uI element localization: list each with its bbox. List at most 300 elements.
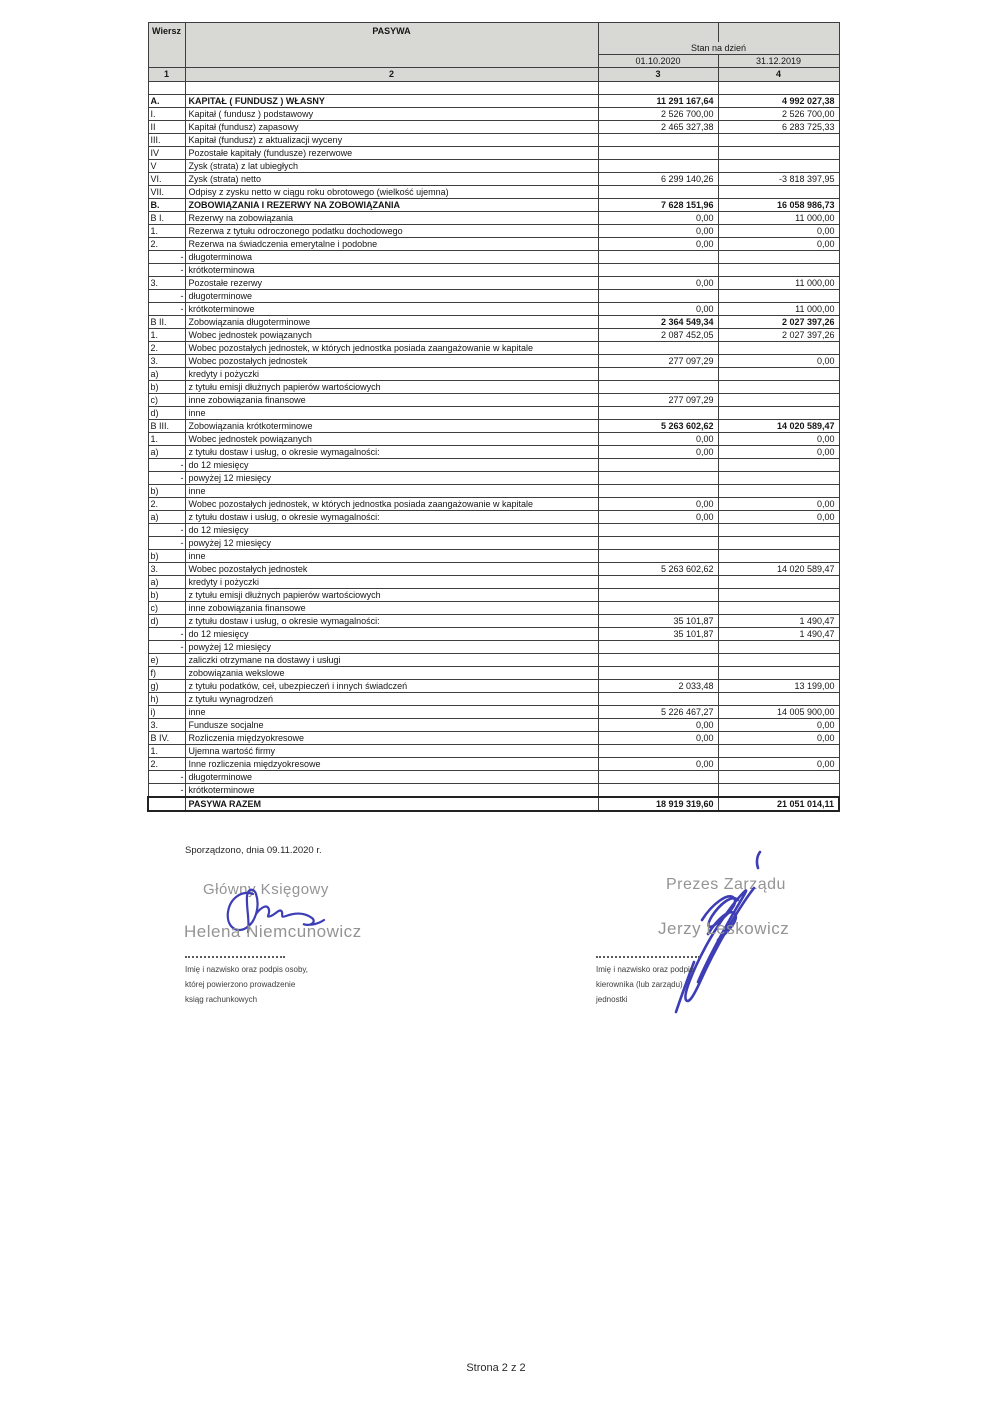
row-label: powyżej 12 miesięcy: [185, 640, 598, 653]
row-value-2020: 0,00: [598, 224, 718, 237]
table-row: [148, 562, 839, 575]
row-number: 3.: [148, 562, 185, 575]
row-value-2020: 5 263 602,62: [598, 562, 718, 575]
row-number: -: [148, 302, 185, 315]
table-row: [148, 341, 839, 354]
row-value-2020: [598, 549, 718, 562]
row-label: kredyty i pożyczki: [185, 367, 598, 380]
table-row: [148, 172, 839, 185]
row-number: 3.: [148, 276, 185, 289]
row-value-2020: [598, 692, 718, 705]
row-number: -: [148, 471, 185, 484]
table-row: [148, 94, 839, 107]
row-value-2019: [718, 146, 839, 159]
row-label: Wobec pozostałych jednostek, w których jednostka posiada zaangażowanie w kapitale: [185, 497, 598, 510]
row-value-2019: [718, 549, 839, 562]
table-row: [148, 640, 839, 653]
row-number: 2.: [148, 341, 185, 354]
stamp-name-left: Helena Niemcunowicz: [184, 922, 362, 941]
header-spacer-cell: [598, 23, 718, 42]
row-value-2020: [598, 133, 718, 146]
row-number: IV: [148, 146, 185, 159]
row-value-2020: [598, 653, 718, 666]
row-number: a): [148, 367, 185, 380]
table-row: [148, 471, 839, 484]
row-value-2019: 14 020 589,47: [718, 562, 839, 575]
row-value-2019: [718, 536, 839, 549]
row-value-2019: 16 058 986,73: [718, 198, 839, 211]
table-row: [148, 445, 839, 458]
prepared-date-note: Sporządzono, dnia 09.11.2020 r.: [185, 845, 322, 856]
row-value-2020: 18 919 319,60: [598, 797, 718, 811]
row-value-2020: 2 364 549,34: [598, 315, 718, 328]
row-value-2020: 0,00: [598, 302, 718, 315]
row-value-2019: 11 000,00: [718, 302, 839, 315]
row-label: Fundusze socjalne: [185, 718, 598, 731]
table-row: [148, 797, 839, 811]
col-number-4: 4: [718, 67, 839, 81]
row-value-2019: [718, 185, 839, 198]
row-number: -: [148, 289, 185, 302]
signature-caption-right: [596, 962, 694, 1007]
row-label: Kapitał (fundusz) zapasowy: [185, 120, 598, 133]
row-value-2019: [718, 250, 839, 263]
row-value-2019: 2 526 700,00: [718, 107, 839, 120]
row-number: B.: [148, 198, 185, 211]
row-value-2020: 0,00: [598, 718, 718, 731]
row-value-2020: 2 087 452,05: [598, 328, 718, 341]
table-row: [148, 770, 839, 783]
row-value-2019: 14 020 589,47: [718, 419, 839, 432]
row-number: II: [148, 120, 185, 133]
row-value-2019: [718, 601, 839, 614]
row-number: 3.: [148, 354, 185, 367]
row-value-2020: 0,00: [598, 211, 718, 224]
table-row: [148, 653, 839, 666]
table-row: [148, 302, 839, 315]
row-label: Rezerwa z tytułu odroczonego podatku dochodowego: [185, 224, 598, 237]
row-value-2019: [718, 666, 839, 679]
row-label: Wobec jednostek powiązanych: [185, 328, 598, 341]
row-label: z tytułu dostaw i usług, o okresie wymagalności:: [185, 614, 598, 627]
table-row: [148, 107, 839, 120]
stamp-role-president: Prezes Zarządu: [666, 876, 786, 893]
page-number: Strona 2 z 2: [466, 1362, 526, 1374]
row-label: inne: [185, 705, 598, 718]
row-value-2020: 2 465 327,38: [598, 120, 718, 133]
table-row: [148, 146, 839, 159]
row-value-2019: [718, 393, 839, 406]
table-row: [148, 783, 839, 797]
row-value-2020: [598, 523, 718, 536]
table-row: [148, 354, 839, 367]
table-row: [148, 185, 839, 198]
row-number: B III.: [148, 419, 185, 432]
row-value-2020: 0,00: [598, 276, 718, 289]
row-number: [148, 797, 185, 811]
row-value-2020: [598, 783, 718, 797]
caption-line: Imię i nazwisko oraz podpis osoby,: [185, 965, 309, 974]
row-label: inne zobowiązania finansowe: [185, 393, 598, 406]
table-header-row-1: [148, 23, 839, 42]
row-number: 2.: [148, 237, 185, 250]
row-value-2020: [598, 367, 718, 380]
row-value-2019: [718, 523, 839, 536]
row-number: a): [148, 510, 185, 523]
table-row: [148, 549, 839, 562]
row-label: powyżej 12 miesięcy: [185, 536, 598, 549]
row-number: c): [148, 393, 185, 406]
row-number: c): [148, 601, 185, 614]
row-label: inne: [185, 484, 598, 497]
row-value-2020: [598, 406, 718, 419]
table-row: [148, 718, 839, 731]
row-value-2020: [598, 159, 718, 172]
row-number: V: [148, 159, 185, 172]
row-value-2020: 2 526 700,00: [598, 107, 718, 120]
stamp-name-right: Jerzy Leskowicz: [658, 919, 790, 938]
row-label: do 12 miesięcy: [185, 458, 598, 471]
row-label: z tytułu emisji dłużnych papierów wartościowych: [185, 588, 598, 601]
spacer-cell: [148, 81, 185, 94]
table-row: [148, 692, 839, 705]
col-header-wiersz: Wiersz: [148, 23, 185, 68]
table-row: [148, 159, 839, 172]
row-label: inne: [185, 549, 598, 562]
row-value-2020: [598, 484, 718, 497]
table-row: [148, 276, 839, 289]
row-number: d): [148, 614, 185, 627]
table-row: [148, 328, 839, 341]
row-number: -: [148, 783, 185, 797]
row-value-2019: 1 490,47: [718, 614, 839, 627]
row-value-2019: 0,00: [718, 432, 839, 445]
row-value-2019: 0,00: [718, 497, 839, 510]
row-number: III.: [148, 133, 185, 146]
row-number: A.: [148, 94, 185, 107]
row-value-2019: [718, 263, 839, 276]
row-number: a): [148, 445, 185, 458]
row-value-2020: 0,00: [598, 445, 718, 458]
row-label: Wobec pozostałych jednostek: [185, 354, 598, 367]
row-label: inne: [185, 406, 598, 419]
row-value-2020: [598, 770, 718, 783]
row-label: krótkoterminowe: [185, 302, 598, 315]
row-label: Wobec pozostałych jednostek: [185, 562, 598, 575]
table-row: [148, 250, 839, 263]
row-number: B IV.: [148, 731, 185, 744]
row-number: b): [148, 549, 185, 562]
row-number: 2.: [148, 757, 185, 770]
row-label: Wobec pozostałych jednostek, w których jednostka posiada zaangażowanie w kapitale: [185, 341, 598, 354]
row-value-2019: [718, 159, 839, 172]
col-header-date-2020: 01.10.2020: [598, 54, 718, 67]
row-value-2019: 13 199,00: [718, 679, 839, 692]
row-number: b): [148, 380, 185, 393]
table-row: [148, 601, 839, 614]
row-value-2019: [718, 770, 839, 783]
row-label: z tytułu emisji dłużnych papierów wartościowych: [185, 380, 598, 393]
signature-dotted-line-left: [185, 956, 285, 958]
table-row: [148, 627, 839, 640]
table-row: [148, 393, 839, 406]
row-label: Kapitał ( fundusz ) podstawowy: [185, 107, 598, 120]
row-value-2020: 0,00: [598, 510, 718, 523]
row-number: i): [148, 705, 185, 718]
row-value-2020: 5 263 602,62: [598, 419, 718, 432]
row-value-2020: 5 226 467,27: [598, 705, 718, 718]
spacer-cell: [185, 81, 598, 94]
row-number: 2.: [148, 497, 185, 510]
caption-line: kierownika (lub zarządu): [596, 980, 683, 989]
table-row: [148, 575, 839, 588]
caption-line: ksiąg rachunkowych: [185, 995, 258, 1004]
row-label: Zysk (strata) z lat ubiegłych: [185, 159, 598, 172]
row-label: z tytułu podatków, ceł, ubezpieczeń i innych świadczeń: [185, 679, 598, 692]
row-value-2019: 21 051 014,11: [718, 797, 839, 811]
row-value-2019: 0,00: [718, 757, 839, 770]
row-value-2020: 35 101,87: [598, 627, 718, 640]
row-number: -: [148, 458, 185, 471]
table-row: [148, 120, 839, 133]
row-label: krótkoterminowe: [185, 783, 598, 797]
row-value-2020: 35 101,87: [598, 614, 718, 627]
row-value-2020: 2 033,48: [598, 679, 718, 692]
row-label: długoterminowa: [185, 250, 598, 263]
row-label: Rozliczenia międzyokresowe: [185, 731, 598, 744]
row-value-2020: [598, 588, 718, 601]
row-value-2020: 277 097,29: [598, 393, 718, 406]
row-label: Rezerwy na zobowiązania: [185, 211, 598, 224]
row-value-2019: 2 027 397,26: [718, 315, 839, 328]
row-number: -: [148, 536, 185, 549]
table-row: [148, 380, 839, 393]
row-label: ZOBOWIĄZANIA I REZERWY NA ZOBOWIĄZANIA: [185, 198, 598, 211]
table-row: [148, 263, 839, 276]
row-value-2019: [718, 783, 839, 797]
row-value-2019: [718, 744, 839, 757]
row-label: Pozostałe rezerwy: [185, 276, 598, 289]
row-label: kredyty i pożyczki: [185, 575, 598, 588]
row-number: -: [148, 523, 185, 536]
row-value-2020: 0,00: [598, 237, 718, 250]
col-header-date-2019: 31.12.2019: [718, 54, 839, 67]
row-value-2020: 7 628 151,96: [598, 198, 718, 211]
row-number: VII.: [148, 185, 185, 198]
table-row: [148, 224, 839, 237]
row-label: długoterminowe: [185, 770, 598, 783]
table-row: [148, 536, 839, 549]
row-value-2020: [598, 341, 718, 354]
row-value-2019: [718, 653, 839, 666]
table-row: [148, 289, 839, 302]
row-number: b): [148, 588, 185, 601]
row-value-2019: 0,00: [718, 354, 839, 367]
row-value-2020: 0,00: [598, 497, 718, 510]
table-row: [148, 757, 839, 770]
row-value-2020: [598, 289, 718, 302]
row-value-2019: 14 005 900,00: [718, 705, 839, 718]
row-number: f): [148, 666, 185, 679]
spacer-cell: [598, 81, 718, 94]
row-value-2019: -3 818 397,95: [718, 172, 839, 185]
table-row: [148, 211, 839, 224]
table-row: [148, 523, 839, 536]
row-value-2020: [598, 666, 718, 679]
row-label: Zobowiązania krótkoterminowe: [185, 419, 598, 432]
spacer-row: [148, 81, 839, 94]
row-value-2020: 0,00: [598, 731, 718, 744]
row-value-2019: [718, 692, 839, 705]
pasywa-table: [147, 22, 838, 812]
caption-line: której powierzono prowadzenie: [185, 980, 296, 989]
row-number: B I.: [148, 211, 185, 224]
table-row: [148, 458, 839, 471]
row-value-2020: [598, 536, 718, 549]
row-number: g): [148, 679, 185, 692]
table-row: [148, 679, 839, 692]
row-label: długoterminowe: [185, 289, 598, 302]
row-value-2020: [598, 458, 718, 471]
row-value-2020: [598, 380, 718, 393]
row-label: z tytułu dostaw i usług, o okresie wymagalności:: [185, 510, 598, 523]
row-value-2020: [598, 185, 718, 198]
row-label: krótkoterminowa: [185, 263, 598, 276]
row-number: -: [148, 250, 185, 263]
row-value-2020: 277 097,29: [598, 354, 718, 367]
row-value-2019: 2 027 397,26: [718, 328, 839, 341]
row-label: Odpisy z zysku netto w ciągu roku obrotowego (wielkość ujemna): [185, 185, 598, 198]
row-value-2019: 11 000,00: [718, 211, 839, 224]
row-value-2019: [718, 133, 839, 146]
table-row: [148, 705, 839, 718]
row-value-2019: 0,00: [718, 445, 839, 458]
row-number: h): [148, 692, 185, 705]
row-number: -: [148, 770, 185, 783]
col-number-1: 1: [148, 67, 185, 81]
row-label: Zobowiązania długoterminowe: [185, 315, 598, 328]
table-row: [148, 666, 839, 679]
col-header-stan-na-dzien: Stan na dzień: [598, 42, 839, 55]
stamp-role-chief-accountant: Główny Księgowy: [203, 881, 329, 898]
row-label: zobowiązania wekslowe: [185, 666, 598, 679]
col-number-3: 3: [598, 67, 718, 81]
row-value-2019: [718, 471, 839, 484]
row-number: 1.: [148, 432, 185, 445]
table-row: [148, 744, 839, 757]
row-label: zaliczki otrzymane na dostawy i usługi: [185, 653, 598, 666]
row-value-2019: [718, 575, 839, 588]
caption-line: jednostki: [596, 995, 628, 1004]
signature-dotted-line-right: [596, 956, 700, 958]
row-number: -: [148, 627, 185, 640]
row-label: powyżej 12 miesięcy: [185, 471, 598, 484]
row-value-2019: 0,00: [718, 718, 839, 731]
col-header-pasywa: PASYWA: [185, 23, 598, 68]
table-row: [148, 510, 839, 523]
row-number: 1.: [148, 744, 185, 757]
row-value-2020: [598, 250, 718, 263]
row-label: Rezerwa na świadczenia emerytalne i podobne: [185, 237, 598, 250]
caption-line: Imię i nazwisko oraz podpis: [596, 965, 694, 974]
row-value-2019: [718, 341, 839, 354]
table-row: [148, 614, 839, 627]
row-value-2020: [598, 640, 718, 653]
row-label: inne zobowiązania finansowe: [185, 601, 598, 614]
row-value-2020: 0,00: [598, 757, 718, 770]
row-value-2020: [598, 744, 718, 757]
row-number: a): [148, 575, 185, 588]
table-row: [148, 237, 839, 250]
row-value-2019: 4 992 027,38: [718, 94, 839, 107]
table-row: [148, 133, 839, 146]
row-label: Ujemna wartość firmy: [185, 744, 598, 757]
row-value-2019: 1 490,47: [718, 627, 839, 640]
table-row: [148, 419, 839, 432]
table-row: [148, 367, 839, 380]
table-row: [148, 432, 839, 445]
table-row: [148, 315, 839, 328]
row-value-2020: 11 291 167,64: [598, 94, 718, 107]
row-label: do 12 miesięcy: [185, 627, 598, 640]
row-number: B II.: [148, 315, 185, 328]
row-label: z tytułu wynagrodzeń: [185, 692, 598, 705]
row-value-2020: 6 299 140,26: [598, 172, 718, 185]
row-value-2019: [718, 458, 839, 471]
row-value-2020: [598, 263, 718, 276]
row-number: b): [148, 484, 185, 497]
table-row: [148, 198, 839, 211]
row-value-2019: 6 283 725,33: [718, 120, 839, 133]
row-value-2020: [598, 471, 718, 484]
row-label: Pozostałe kapitały (fundusze) rezerwowe: [185, 146, 598, 159]
table-row: [148, 484, 839, 497]
row-value-2019: [718, 640, 839, 653]
row-value-2019: [718, 367, 839, 380]
row-number: e): [148, 653, 185, 666]
row-value-2020: [598, 575, 718, 588]
row-value-2019: 0,00: [718, 731, 839, 744]
table-row: [148, 497, 839, 510]
row-label: do 12 miesięcy: [185, 523, 598, 536]
table-row: [148, 406, 839, 419]
row-label: KAPITAŁ ( FUNDUSZ ) WŁASNY: [185, 94, 598, 107]
row-label: PASYWA RAZEM: [185, 797, 598, 811]
row-value-2020: 0,00: [598, 432, 718, 445]
row-value-2020: [598, 146, 718, 159]
table-row: [148, 731, 839, 744]
row-label: Zysk (strata) netto: [185, 172, 598, 185]
row-value-2019: 0,00: [718, 224, 839, 237]
spacer-cell: [718, 81, 839, 94]
row-label: Wobec jednostek powiązanych: [185, 432, 598, 445]
col-number-2: 2: [185, 67, 598, 81]
row-value-2019: 0,00: [718, 237, 839, 250]
row-value-2020: [598, 601, 718, 614]
row-value-2019: [718, 406, 839, 419]
row-number: I.: [148, 107, 185, 120]
balance-sheet-table: [147, 22, 840, 812]
row-value-2019: [718, 484, 839, 497]
row-number: -: [148, 263, 185, 276]
row-value-2019: [718, 289, 839, 302]
row-value-2019: [718, 588, 839, 601]
signature-caption-left: [185, 962, 308, 1007]
row-number: VI.: [148, 172, 185, 185]
row-number: -: [148, 640, 185, 653]
row-number: 1.: [148, 328, 185, 341]
header-spacer-cell: [718, 23, 839, 42]
